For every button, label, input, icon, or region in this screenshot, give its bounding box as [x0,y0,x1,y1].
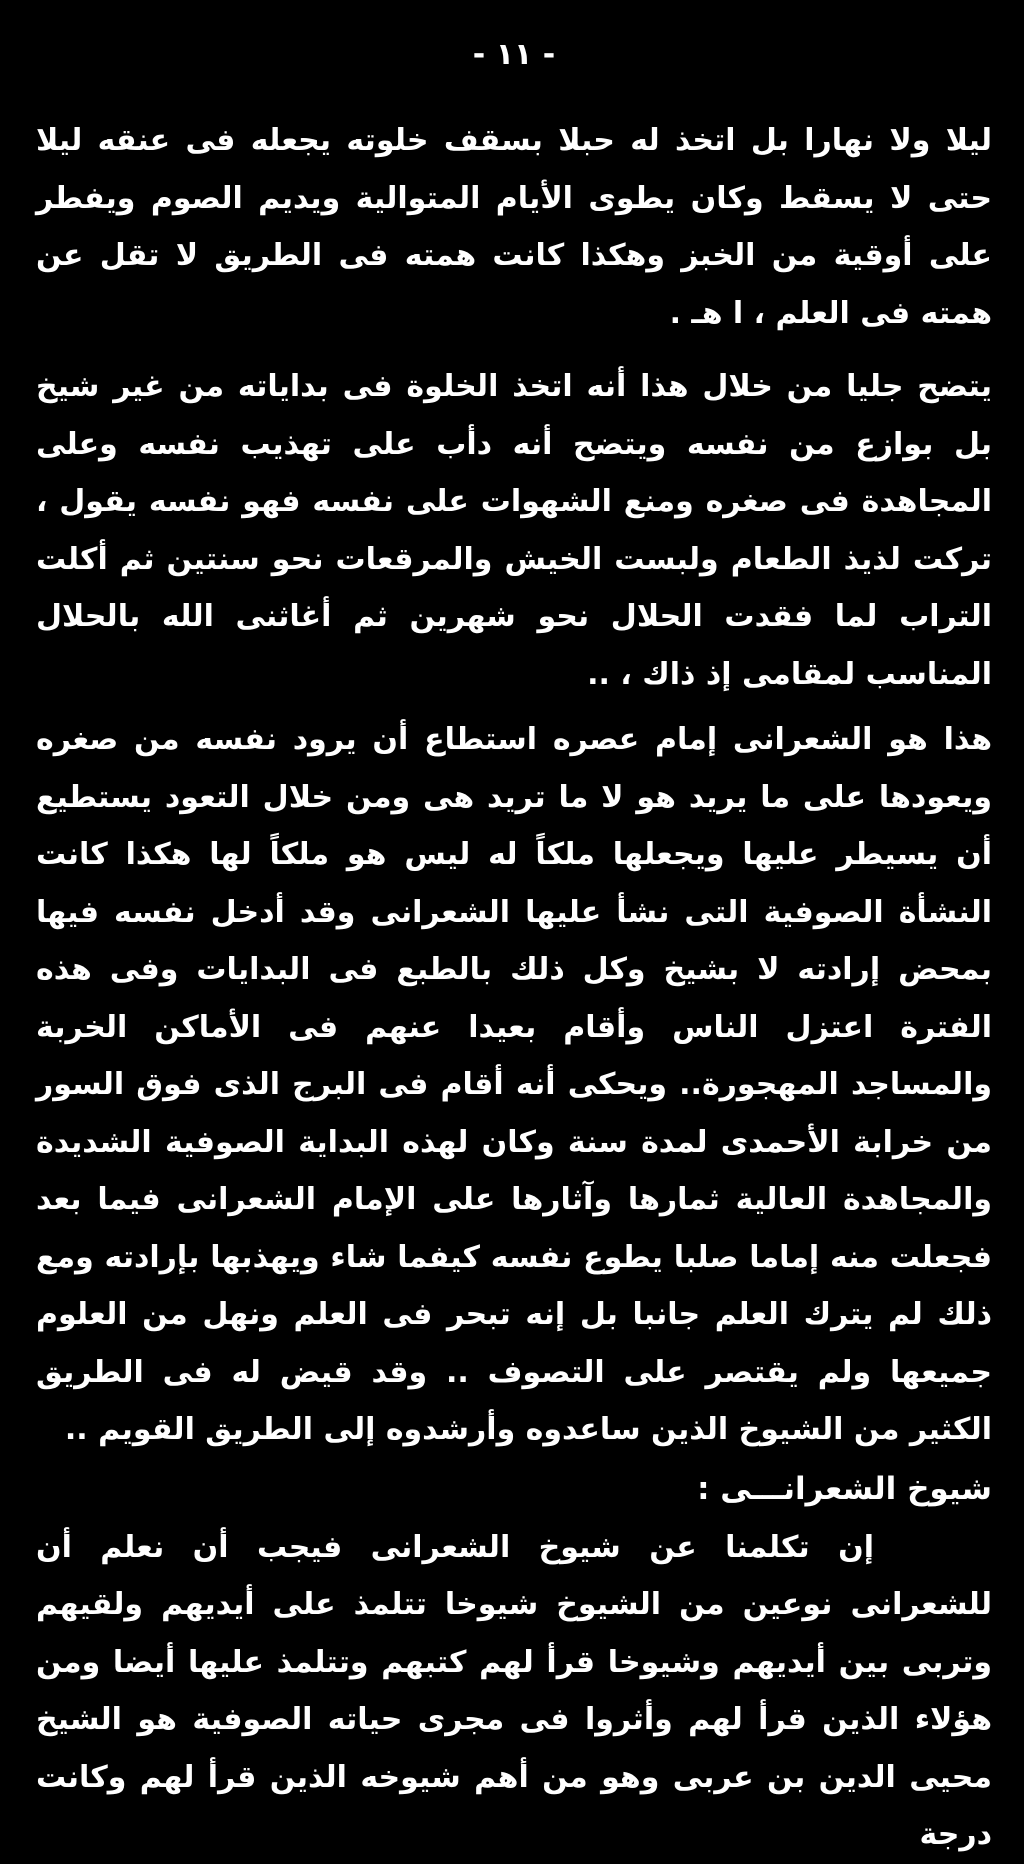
page-number: - ١١ - [472,37,556,72]
paragraph-teachers: إن تكلمنا عن شيوخ الشعرانى فيجب أن نعلم أن للشعرانى نوعين من الشيوخ شيوخا تتلمذ على أيديهم ولقيهم وتربى بين أيديهم وشيوخا قرأ لهم كتبهم وتتلمذ عليها أيضا ومن هؤلاء الذين قرأ لهم وأثروا فى مجرى حياته الصوفية هو الشيخ محيى الدين بن عربى وهو من أهم شيوخه الذين قرأ لهم وكانت درجة [36,1529,992,1852]
paragraph-gap [36,342,992,358]
section-heading: شيوخ الشعرانـــى : [697,1470,992,1507]
paragraph-continuation: ليلا ولا نهارا بل اتخذ له حبلا بسقف خلوته يجعله فى عنقه ليلا حتى لا يسقط وكان يطوى الأيام المتوالية ويديم الصوم ويفطر على أوقية من الخبز وهكذا كانت همته فى الطريق لا تقل عن همته فى العلم ، ا هـ . [36,123,992,331]
paragraph-gap [36,703,992,711]
paragraph-imam-shaarani: هذا هو الشعرانى إمام عصره استطاع أن يرود نفسه من صغره ويعودها على ما يريد هو لا ما تريد هى ومن خلال التعود يستطيع أن يسيطر عليها ويجعلها ملكاً له ليس هو ملكاً لها هكذا كانت النشأة الصوفية التى نشأ عليها الشعرانى وقد أدخل نفسه فيها بمحض إرادته لا بشيخ وكل ذلك بالطبع فى البدايات وفى هذه الفترة اعتزل الناس وأقام بعيدا عنهم فى الأماكن الخربة والمساجد المهجورة.. ويحكى أنه أقام فى البرج الذى فوق السور من خرابة الأحمدى لمدة سنة وكان لهذه البداية الصوفية الشديدة والمجاهدة العالية ثمارها وآثارها على الإمام الشعرانى فيما بعد فجعلت منه إماما صلبا يطوع نفسه كيفما شاء ويهذبها بإرادته ومع ذلك لم يترك العلم جانبا بل إنه تبحر فى العلم ونهل من العلوم جميعها ولم يقتصر على التصوف .. وقد قيض له فى الطريق الكثير من الشيوخ الذين ساعدوه وأرشدوه إلى الطريق القويم .. [36,722,992,1447]
paragraph-self-discipline: يتضح جليا من خلال هذا أنه اتخذ الخلوة فى بداياته من غير شيخ بل بوازع من نفسه ويتضح أنه دأب على تهذيب نفسه وعلى المجاهدة فى صغره ومنع الشهوات على نفسه فهو نفسه يقول ، تركت لذيذ الطعام ولبست الخيش والمرقعات نحو سنتين ثم أكلت التراب لما فقدت الحلال نحو شهرين ثم أغاثنى الله بالحلال المناسب لمقامى إذ ذاك ، .. [36,369,992,692]
